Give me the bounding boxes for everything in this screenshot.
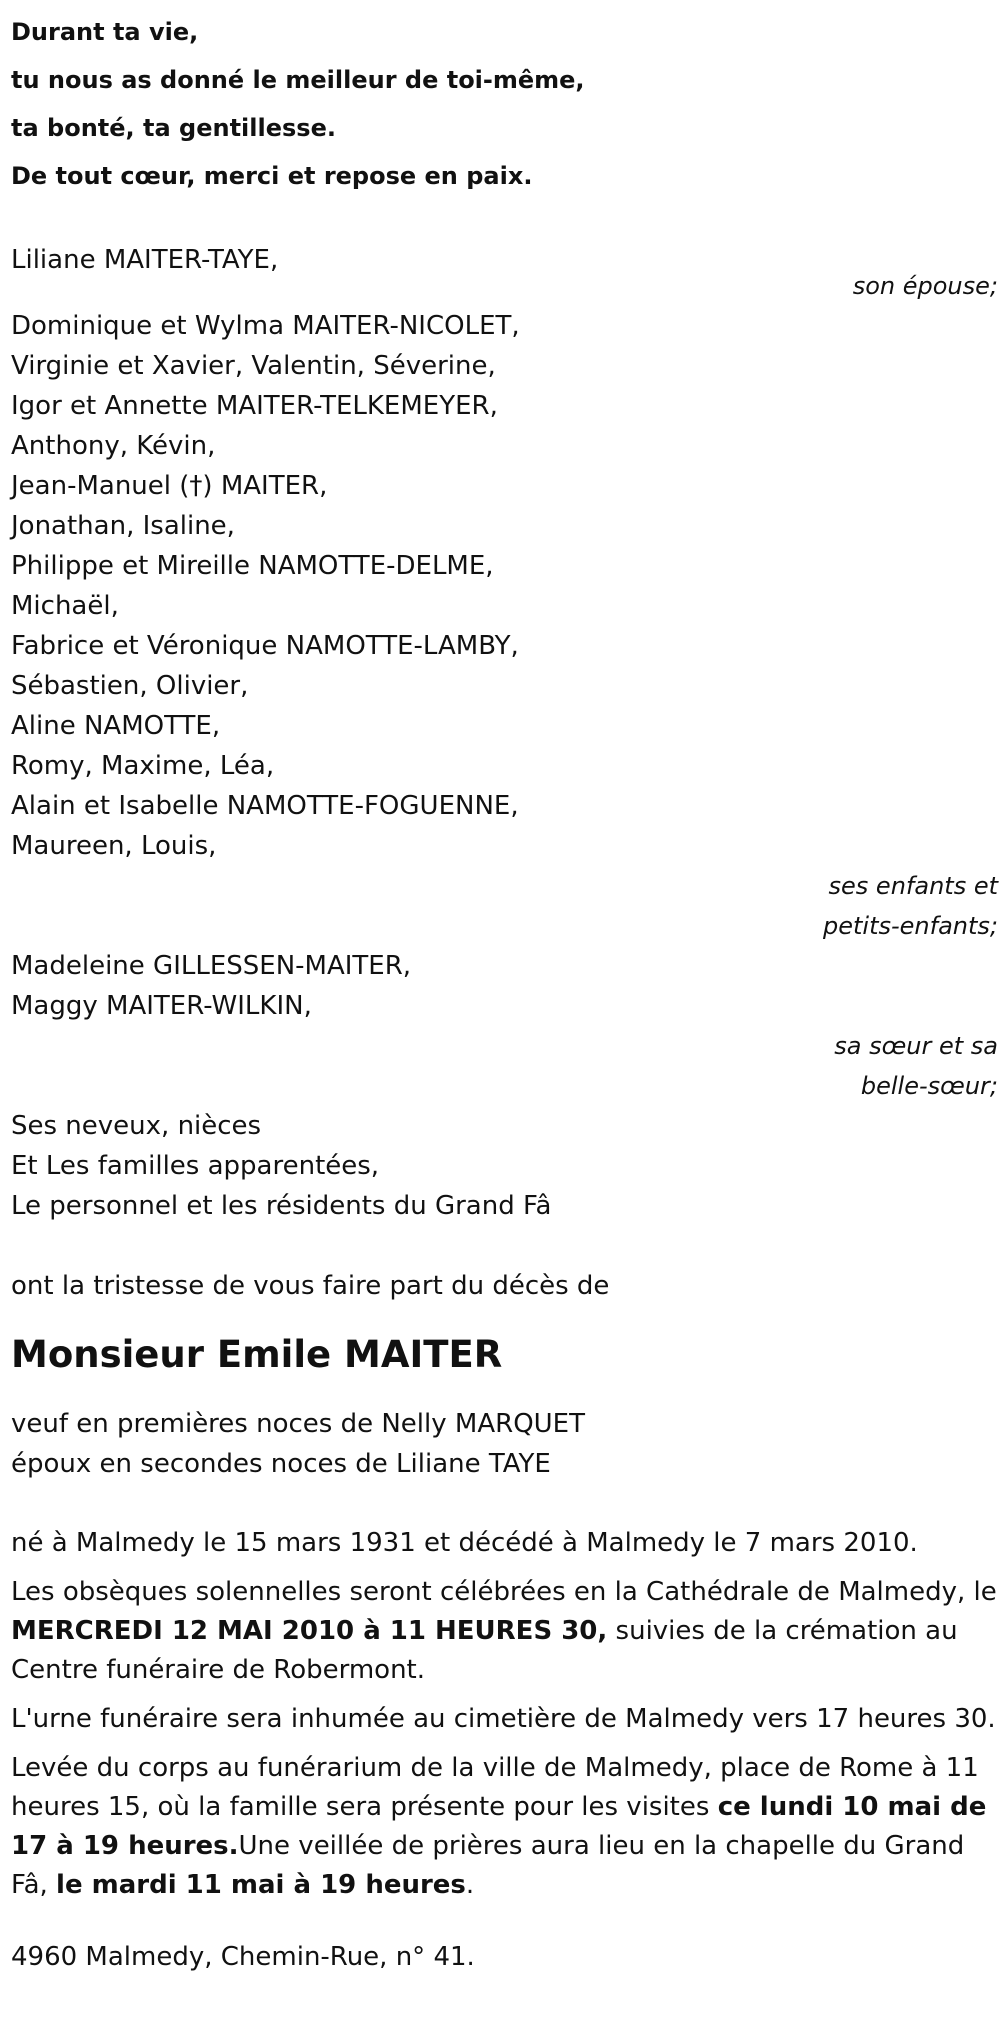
poem-line: Durant ta vie,	[11, 18, 199, 46]
spouse-name: Liliane MAITER-TAYE,	[11, 245, 279, 275]
siblings-role: sa sœur et sa	[834, 1032, 998, 1060]
spouse-role: son épouse;	[852, 272, 998, 300]
visit-date: ce lundi 10 mai de 17 à 19 heures.	[11, 1792, 987, 1861]
others-block	[11, 1106, 998, 1226]
family-line: Jonathan, Isaline,	[11, 511, 235, 541]
deceased-name: Monsieur Emile MAITER	[11, 1333, 503, 1376]
marriages	[11, 1404, 998, 1484]
visit-text: .	[465, 1870, 475, 1900]
family-line: Philippe et Mireille NAMOTTE-DELME,	[11, 551, 494, 581]
poem	[11, 8, 998, 200]
children-block	[11, 306, 998, 946]
announcement: ont la tristesse de vous faire part du décès de	[11, 1271, 610, 1301]
family-line: Maggy MAITER-WILKIN,	[11, 991, 312, 1021]
birth-death: né à Malmedy le 15 mars 1931 et décédé à Malmedy le 7 mars 2010.	[11, 1528, 918, 1558]
family-line: Romy, Maxime, Léa,	[11, 751, 275, 781]
family-line: Virginie et Xavier, Valentin, Séverine,	[11, 351, 496, 381]
obituary-content	[11, 8, 998, 1977]
address: 4960 Malmedy, Chemin-Rue, n° 41.	[11, 1942, 475, 1972]
vigil-date: le mardi 11 mai à 19 heures	[56, 1870, 466, 1900]
marriage-line: veuf en premières noces de Nelly MARQUET	[11, 1409, 585, 1439]
family-line: Fabrice et Véronique NAMOTTE-LAMBY,	[11, 631, 519, 661]
family-line: Aline NAMOTTE,	[11, 711, 221, 741]
funeral-paragraph	[11, 1573, 998, 1690]
family-line: Michaël,	[11, 591, 119, 621]
visit-text: Une veillée de prières aura lieu en la chapelle du Grand Fâ,	[11, 1831, 965, 1900]
children-role: petits-enfants;	[823, 912, 998, 940]
siblings-role: belle-sœur;	[860, 1072, 998, 1100]
family-line: Jean-Manuel (†) MAITER,	[11, 471, 328, 501]
siblings-block	[11, 946, 998, 1106]
funeral-text: suivies de la crémation au Centre funéraire de Robermont.	[11, 1616, 958, 1685]
family-line: Anthony, Kévin,	[11, 431, 216, 461]
family-line: Ses neveux, nièces	[11, 1111, 262, 1141]
visit-paragraph	[11, 1749, 998, 1905]
family-line: Alain et Isabelle NAMOTTE-FOGUENNE,	[11, 791, 519, 821]
family-line: Le personnel et les résidents du Grand Fâ	[11, 1191, 552, 1221]
family-line: Sébastien, Olivier,	[11, 671, 249, 701]
urn-paragraph: L'urne funéraire sera inhumée au cimetière de Malmedy vers 17 heures 30.	[11, 1704, 996, 1734]
family-line: Madeleine GILLESSEN-MAITER,	[11, 951, 412, 981]
children-role: ses enfants et	[828, 872, 998, 900]
funeral-text: Les obsèques solennelles seront célébrées en la Cathédrale de Malmedy, le	[11, 1577, 997, 1607]
funeral-date: MERCREDI 12 MAI 2010 à 11 HEURES 30,	[11, 1616, 608, 1646]
poem-line: tu nous as donné le meilleur de toi-même,	[11, 66, 585, 94]
spouse-block	[11, 240, 998, 306]
family-line: Igor et Annette MAITER-TELKEMEYER,	[11, 391, 498, 421]
family-line: Maureen, Louis,	[11, 831, 217, 861]
family-line: Et Les familles apparentées,	[11, 1151, 380, 1181]
family-line: Dominique et Wylma MAITER-NICOLET,	[11, 311, 520, 341]
poem-line: De tout cœur, merci et repose en paix.	[11, 162, 533, 190]
poem-line: ta bonté, ta gentillesse.	[11, 114, 336, 142]
marriage-line: époux en secondes noces de Liliane TAYE	[11, 1449, 551, 1479]
visit-text: Levée du corps au funérarium de la ville de Malmedy, place de Rome à 11 heures 15, où la famille sera présente pour les visites	[11, 1753, 979, 1822]
